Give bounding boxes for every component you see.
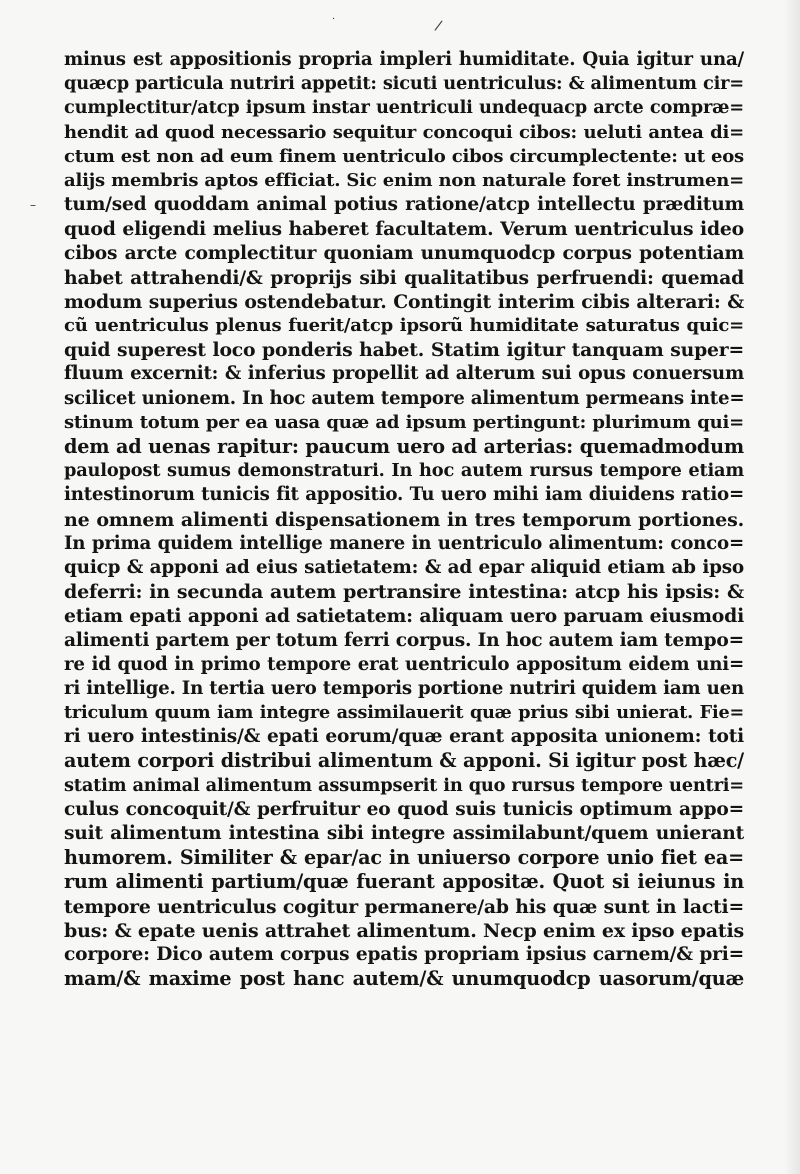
- text-line: humorem. Similiter & epar/ac in uniuerso corpore unio fiet ea=: [64, 846, 744, 870]
- text-line: hendit ad quod necessario sequitur concoqui cibos: ueluti antea di=: [64, 121, 744, 143]
- text-line: cibos arcte complectitur quoniam unumquodcp corpus potentiam: [64, 242, 744, 264]
- margin-mark: –: [30, 198, 36, 212]
- text-line: alimenti partem per totum ferri corpus. In hoc autem iam tempo=: [64, 629, 744, 651]
- text-line: quod eligendi melius haberet facultatem. Verum uentriculus ideo: [64, 218, 744, 241]
- text-line: rum alimenti partium/quæ fuerant appositæ. Quot si ieiunus in: [64, 870, 744, 894]
- text-line: cũ uentriculus plenus fuerit/atcp ipsorũ humiditate saturatus quic=: [64, 315, 744, 337]
- text-line: stinum totum per ea uasa quæ ad ipsum pertingunt: plurimum qui=: [64, 411, 744, 433]
- text-line: culus concoquit/& perfruitur eo quod suis tunicis optimum appo=: [64, 798, 744, 820]
- ink-speck: ·: [332, 14, 336, 25]
- text-line: bus: & epate uenis attrahet alimentum. Necp enim ex ipso epatis: [64, 919, 744, 942]
- text-line: ne omnem alimenti dispensationem in tres temporum portiones.: [64, 508, 744, 531]
- text-line: autem corpori distribui alimentum & apponi. Si igitur post hæc/: [64, 749, 744, 773]
- text-line: quæcp particula nutriri appetit: sicuti uentriculus: & alimentum cir=: [64, 73, 744, 95]
- text-line: quicp & apponi ad eius satietatem: & ad epar aliquid etiam ab ipso: [64, 556, 744, 578]
- text-line: alijs membris aptos efficiat. Sic enim non naturale foret instrumen=: [64, 169, 744, 191]
- text-line: dem ad uenas rapitur: paucum uero ad arterias: quemadmodum: [64, 435, 744, 458]
- text-line: intestinorum tunicis fit appositio. Tu uero mihi iam diuidens ratio=: [64, 484, 744, 506]
- text-line: triculum quum iam integre assimilauerit quæ prius sibi unierat. Fie=: [64, 702, 744, 724]
- text-line: tempore uentriculus cogitur permanere/ab his quæ sunt in lacti=: [64, 895, 744, 918]
- text-line: fluum excernit: & inferius propellit ad alterum sui opus conuersum: [64, 363, 744, 385]
- text-line: habet attrahendi/& proprijs sibi qualitatibus perfruendi: quemad: [64, 266, 744, 289]
- text-line: deferri: in secunda autem pertransire intestina: atcp his ipsis: &: [64, 581, 744, 604]
- text-line: In prima quidem intellige manere in uentriculo alimentum: conco=: [64, 532, 744, 554]
- text-line: mam/& maxime post hanc autem/& unumquodcp uasorum/quæ: [64, 967, 744, 991]
- text-line: ri intellige. In tertia uero temporis portione nutriri quidem iam uen: [64, 677, 744, 699]
- ink-mark: /: [433, 17, 444, 35]
- text-line: re id quod in primo tempore erat uentriculo appositum eidem uni=: [64, 653, 744, 675]
- text-line: modum superius ostendebatur. Contingit interim cibis alterari: &: [64, 290, 744, 313]
- text-line: etiam epati apponi ad satietatem: aliquam uero paruam eiusmodi: [64, 605, 744, 628]
- text-line: statim animal alimentum assumpserit in quo rursus tempore uentri=: [64, 774, 744, 796]
- page-edge-shadow: [784, 0, 800, 1174]
- text-line: ri uero intestinis/& epati eorum/quæ erant apposita unionem: toti: [64, 726, 744, 748]
- text-line: paulopost sumus demonstraturi. In hoc autem rursus tempore etiam: [64, 460, 744, 482]
- text-line: minus est appositionis propria impleri humiditate. Quia igitur una/: [64, 49, 744, 70]
- text-line: quid superest loco ponderis habet. Statim igitur tanquam super=: [64, 339, 744, 362]
- body-text: [64, 48, 744, 991]
- text-line: suit alimentum intestina sibi integre assimilabunt/quem unierant: [64, 823, 744, 844]
- text-line: tum/sed quoddam animal potius ratione/atcp intellectu præditum: [64, 194, 744, 216]
- text-line: corpore: Dico autem corpus epatis propriam ipsius carnem/& pri=: [64, 943, 744, 965]
- text-line: ctum est non ad eum finem uentriculo cibos circumplectente: ut eos: [64, 145, 744, 167]
- text-line: scilicet unionem. In hoc autem tempore alimentum permeans inte=: [64, 387, 744, 409]
- text-line: cumplectitur/atcp ipsum instar uentriculi undequacp arcte compræ=: [64, 97, 744, 119]
